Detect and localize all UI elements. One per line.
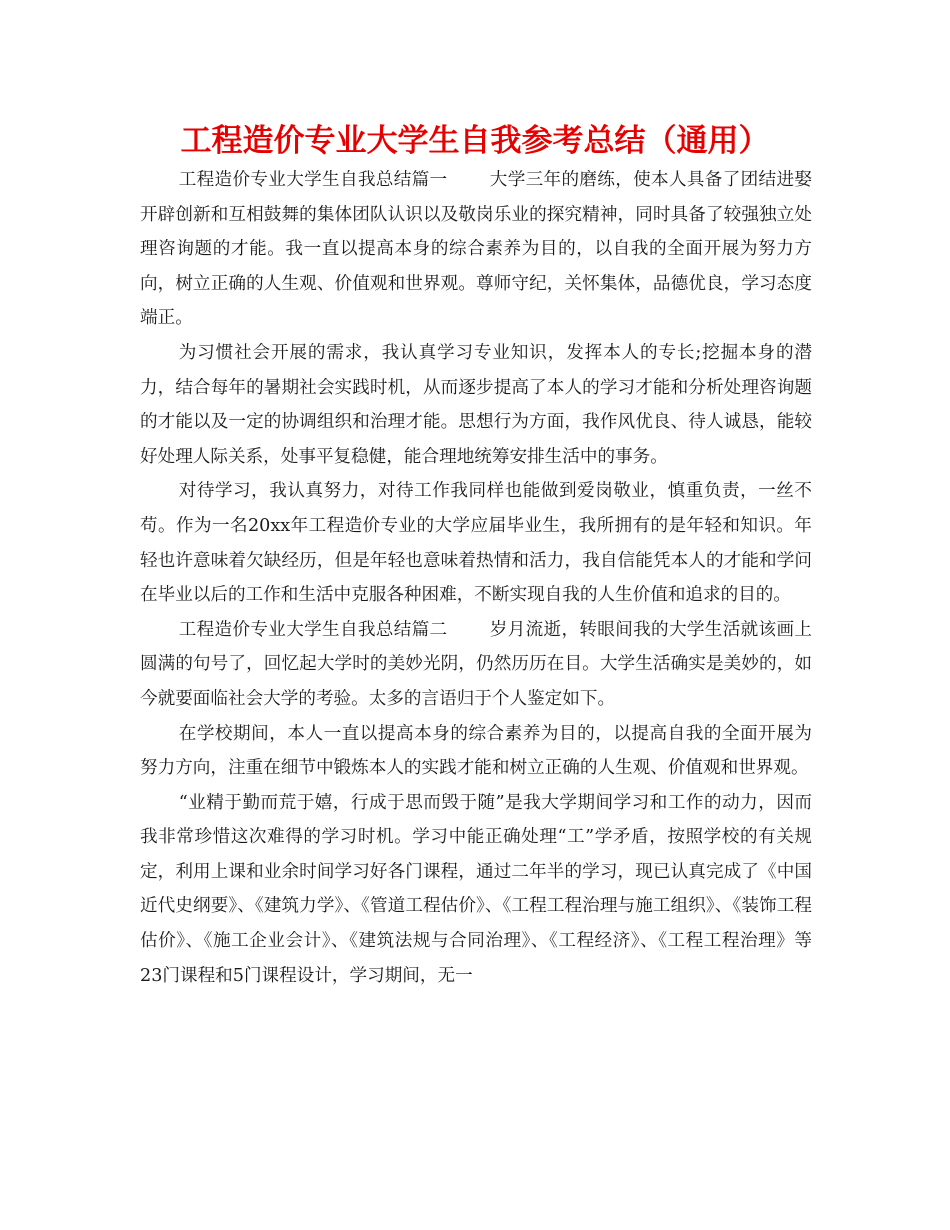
document-body	[140, 163, 812, 993]
paragraph-6	[140, 786, 812, 994]
paragraph-text-3: 对待学习，我认真努力，对待工作我同样也能做到爱岗敬业，慎重负责，一丝不苟。作为一名20xx年工程造价专业的大学应届毕业生，我所拥有的是年轻和知识。年轻也许意味着欠缺经历，但是年轻也意味着热情和活力，我自信能凭本人的才能和学问在毕业以后的工作和生活中克服各种困难，不断实现自我的人生价值和追求的目的。	[140, 481, 812, 606]
paragraph-1	[140, 163, 812, 336]
document-title: 工程造价专业大学生自我参考总结（通用）	[180, 123, 770, 159]
paragraph-4	[140, 613, 812, 717]
paragraph-text-4: 岁月流逝，转眼间我的大学生活就该画上圆满的句号了，回忆起大学时的美妙光阴，仍然历历在目。大学生活确实是美妙的，如今就要面临社会大学的考验。太多的言语归于个人鉴定如下。	[140, 619, 812, 709]
paragraph-text-1: 大学三年的磨练，使本人具备了团结进娶开辟创新和互相鼓舞的集体团队认识以及敬岗乐业的探究精神，同时具备了较强独立处理咨询题的才能。我一直以提高本身的综合素养为目的，以自我的全面开展为努力方向，树立正确的人生观、价值观和世界观。尊师守纪，关怀集体，品德优良，学习态度端正。	[140, 170, 812, 329]
paragraph-3	[140, 474, 812, 612]
section-heading-2: 工程造价专业大学生自我总结篇二	[178, 619, 448, 640]
paragraph-text-2: 为习惯社会开展的需求，我认真学习专业知识，发挥本人的专长;挖掘本身的潜力，结合每年的暑期社会实践时机，从而逐步提高了本人的学习才能和分析处理咨询题的才能以及一定的协调组织和治理才能。思想行为方面，我作风优良、待人诚恳，能较好处理人际关系，处事平复稳健，能合理地统筹安排生活中的事务。	[140, 342, 812, 467]
paragraph-5	[140, 717, 812, 786]
paragraph-text-6: “业精于勤而荒于嬉，行成于思而毁于随”是我大学期间学习和工作的动力，因而我非常珍惜这次难得的学习时机。学习中能正确处理“工”学矛盾，按照学校的有关规定，利用上课和业余时间学习好各门课程，通过二年半的学习，现已认真完成了《中国近代史纲要》、《建筑力学》、《管道工程估价》、《工程工程治理与施工组织》、《装饰工程估价》、《施工企业会计》、《建筑法规与合同治理》、《工程经济》、《工程工程治理》等23门课程和5门课程设计，学习期间，无一	[140, 792, 812, 986]
paragraph-2	[140, 336, 812, 474]
paragraph-text-5: 在学校期间，本人一直以提高本身的综合素养为目的，以提高自我的全面开展为努力方向，注重在细节中锻炼本人的实践才能和树立正确的人生观、价值观和世界观。	[140, 723, 812, 779]
section-heading-1: 工程造价专业大学生自我总结篇一	[178, 170, 448, 190]
